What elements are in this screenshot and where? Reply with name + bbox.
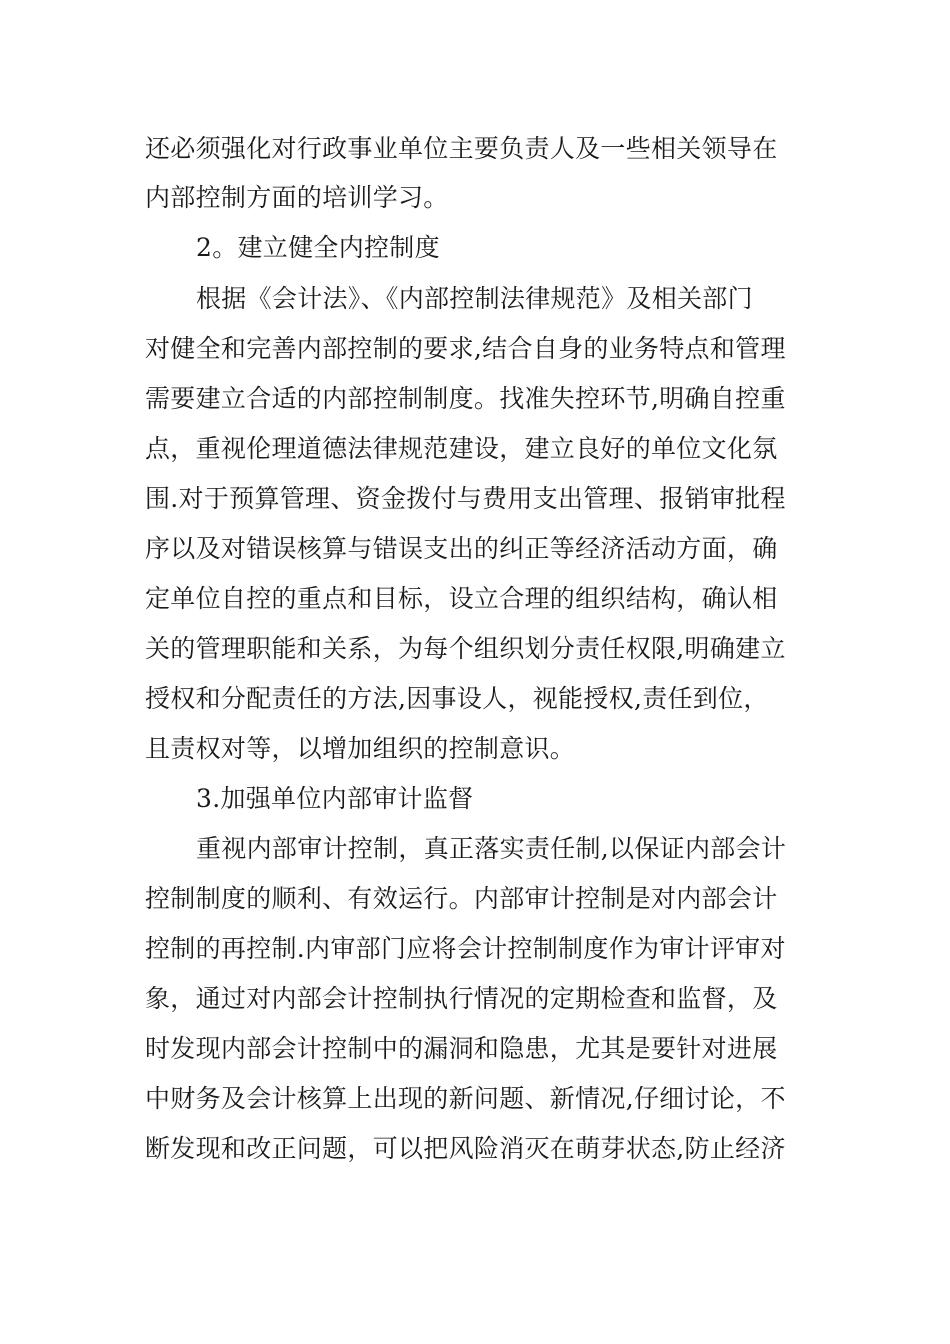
section-heading: 3.加强单位内部审计监督 (196, 784, 474, 813)
paragraph-line: 控制制度的顺利、有效运行。内部审计控制是对内部会计 (145, 884, 778, 913)
paragraph-line: 控制的再控制.内审部门应将会计控制制度作为审计评审对 (145, 934, 786, 963)
paragraph-line: 围.对于预算管理、资金拨付与费用支出管理、报销审批程 (145, 484, 786, 513)
paragraph-line: 内部控制方面的培训学习。 (145, 183, 449, 212)
paragraph-line: 断发现和改正问题，可以把风险消灭在萌芽状态,防止经济 (145, 1134, 786, 1163)
paragraph-line: 还必须强化对行政事业单位主要负责人及一些相关领导在 (145, 134, 778, 163)
paragraph-line: 授权和分配责任的方法,因事设人，视能授权,责任到位， (145, 684, 769, 713)
paragraph-line: 需要建立合适的内部控制制度。找准失控环节,明确自控重 (145, 384, 786, 413)
paragraph-line: 中财务及会计核算上出现的新问题、新情况,仔细讨论，不 (145, 1084, 786, 1113)
paragraph-line: 点，重视伦理道德法律规范建设，建立良好的单位文化氛 (145, 434, 778, 463)
paragraph-line: 象，通过对内部会计控制执行情况的定期检查和监督，及 (145, 984, 778, 1013)
paragraph-line: 且责权对等，以增加组织的控制意识。 (145, 734, 576, 763)
paragraph-line: 对健全和完善内部控制的要求,结合自身的业务特点和管理 (145, 334, 786, 363)
paragraph-line: 定单位自控的重点和目标，设立合理的组织结构，确认相 (145, 584, 778, 613)
paragraph-line: 时发现内部会计控制中的漏洞和隐患，尤其是要针对进展 (145, 1034, 778, 1063)
paragraph-line: 序以及对错误核算与错误支出的纠正等经济活动方面，确 (145, 534, 778, 563)
section-heading: 2。建立健全内控制度 (196, 233, 440, 262)
paragraph-line: 关的管理职能和关系，为每个组织划分责任权限,明确建立 (145, 634, 786, 663)
paragraph-line: 重视内部审计控制，真正落实责任制,以保证内部会计 (196, 834, 787, 863)
paragraph-line: 根据《会计法》、《内部控制法律规范》及相关部门 (196, 284, 753, 313)
